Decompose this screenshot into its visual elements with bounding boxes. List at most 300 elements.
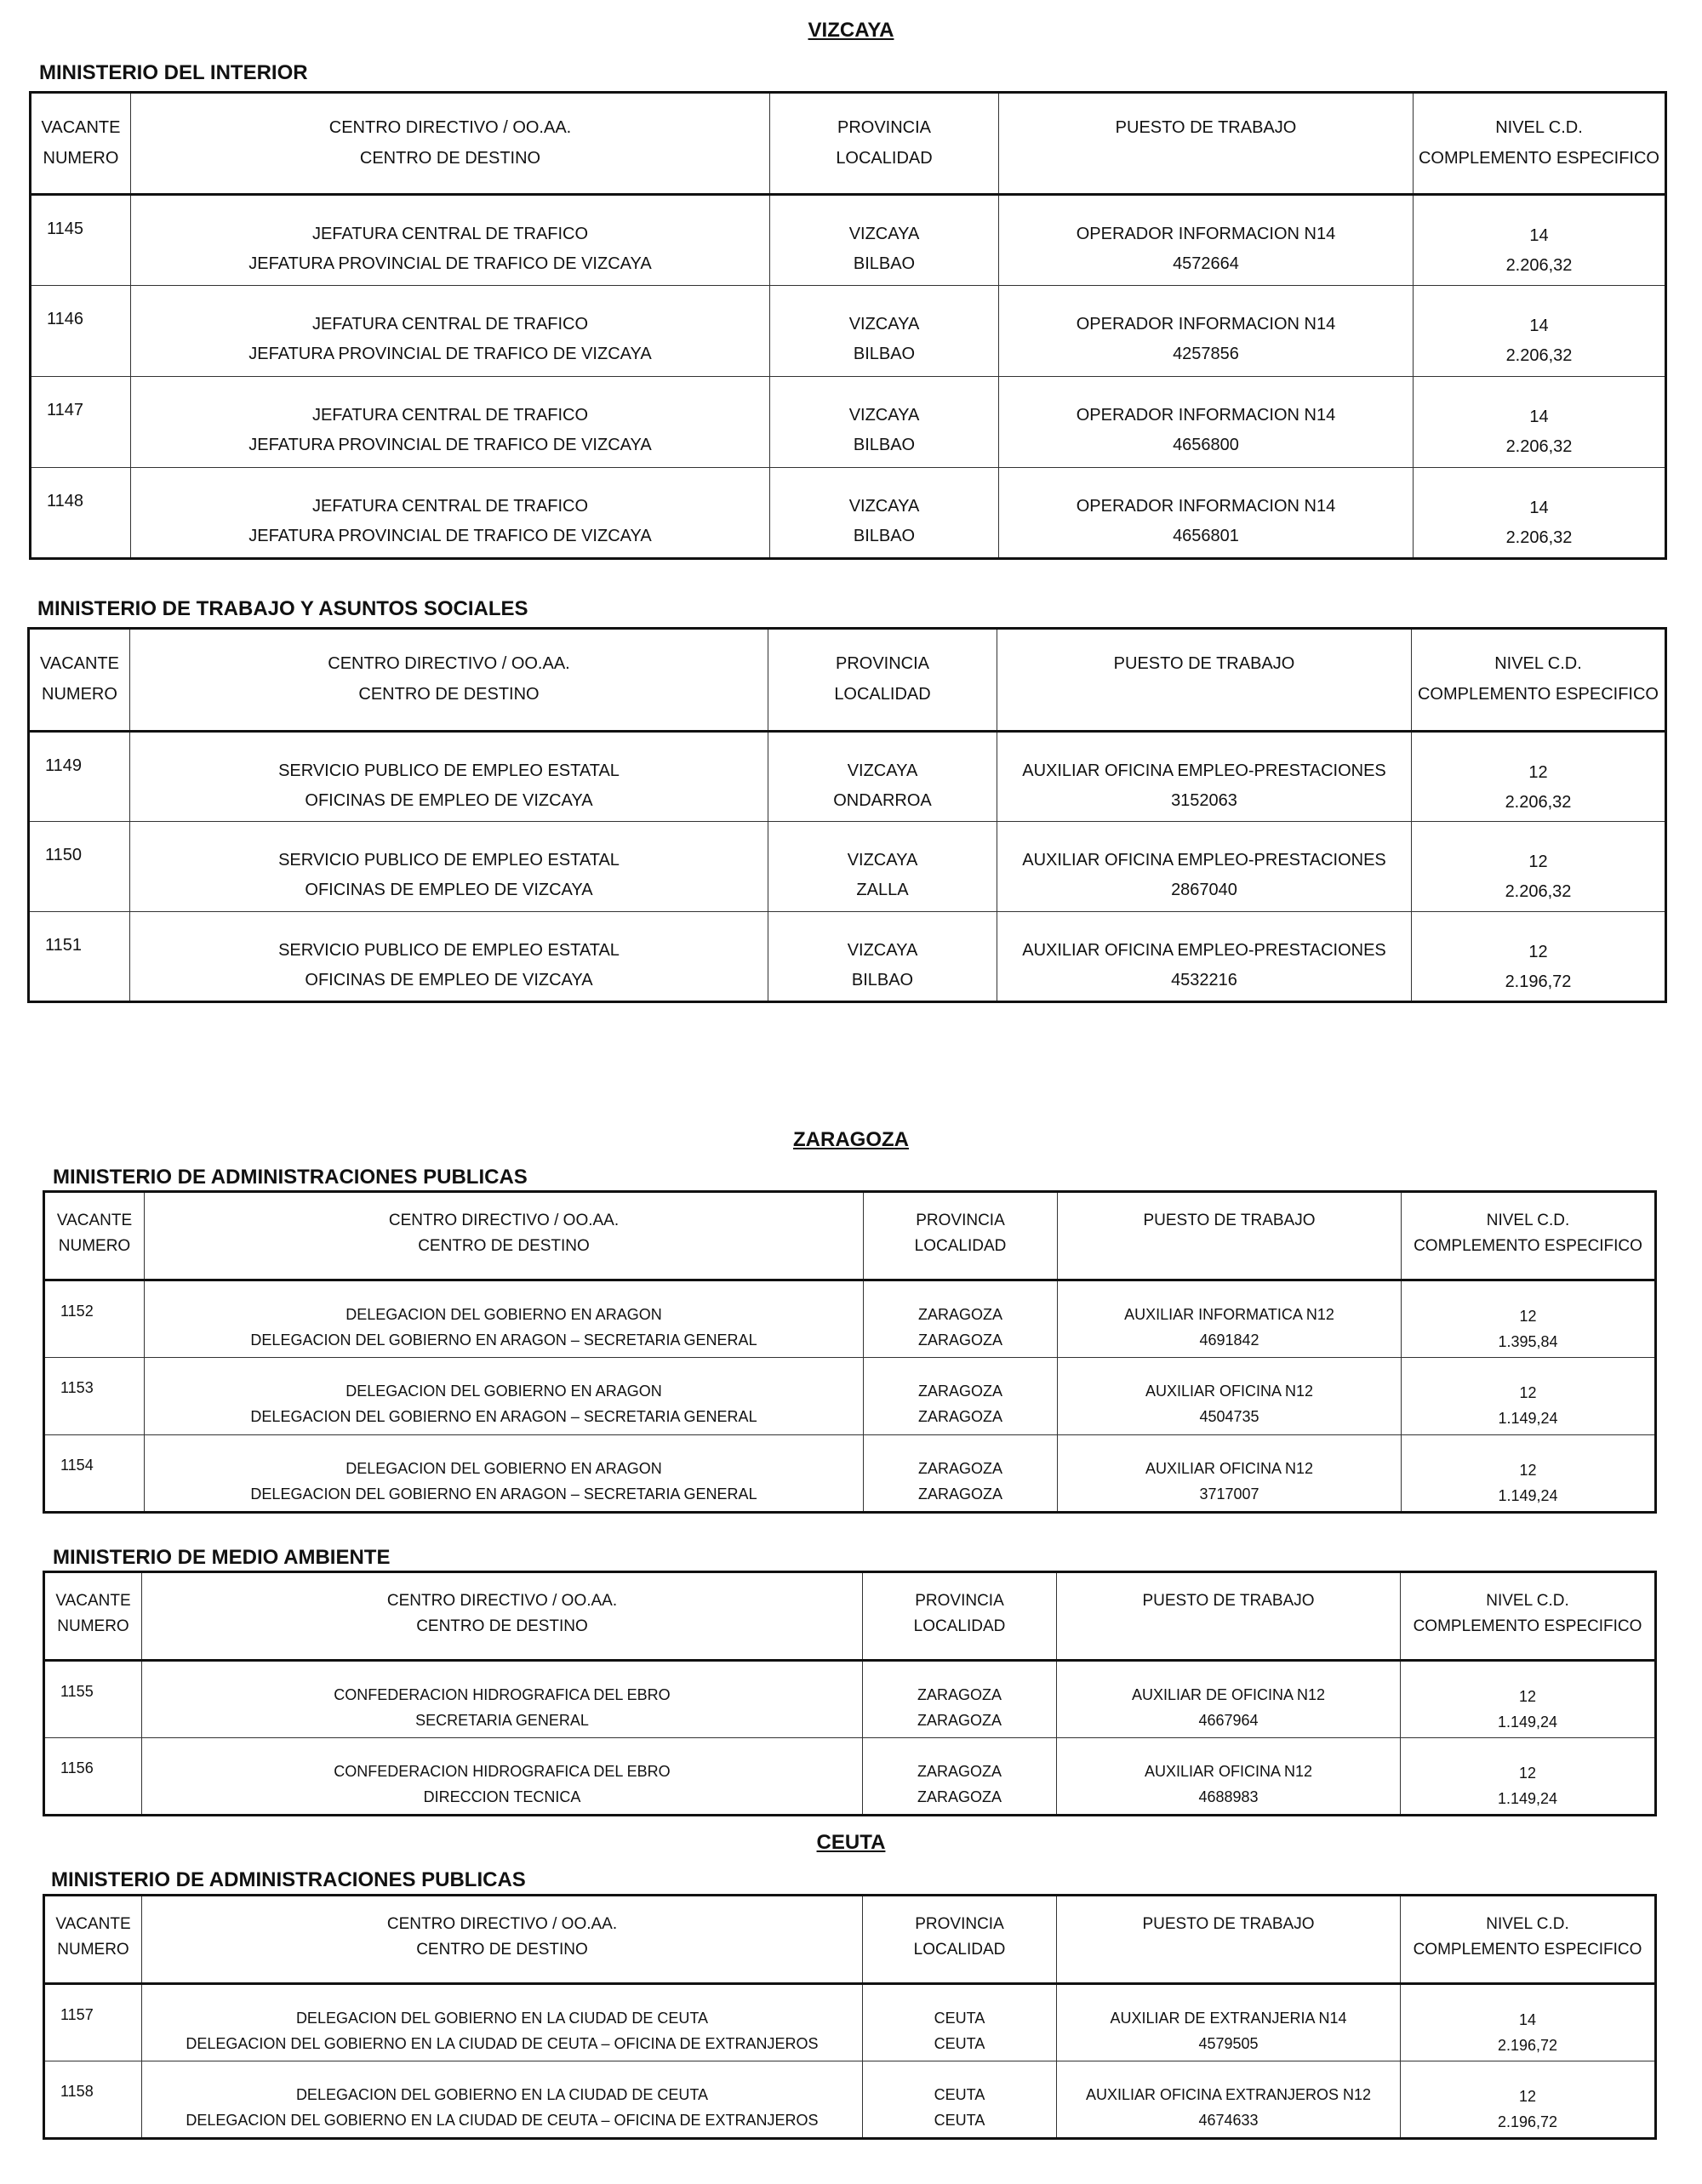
provincia-localidad-line: CEUTA [934,2010,985,2027]
puesto-trabajo-line: 3152063 [1171,791,1237,810]
ministry-heading: MINISTERIO DE ADMINISTRACIONES PUBLICAS [51,1868,526,1891]
header-provincia-line: PROVINCIA [916,1212,1005,1229]
nivel-complemento-line: 2.196,72 [1497,2037,1558,2054]
centro-directivo-line: JEFATURA CENTRAL DE TRAFICO [311,406,589,425]
puesto-trabajo-line: 4656800 [1173,436,1239,454]
table-row [29,732,1666,822]
puesto-trabajo [999,377,1414,468]
provincia-localidad-line: ZARAGOZA [917,1485,1002,1503]
puesto-trabajo-line: OPERADOR INFORMACION N14 [1076,497,1336,516]
puesto-trabajo [1057,1984,1401,2061]
vacancy-number [44,1358,145,1435]
header-provincia [863,1572,1057,1661]
nivel-complemento-line: 12 [1528,763,1548,782]
centro-directivo [131,286,770,377]
puesto-trabajo [999,286,1414,377]
puesto-trabajo-line: AUXILIAR OFICINA N12 [1144,1763,1313,1780]
nivel-complemento-line: 1.149,24 [1497,1790,1558,1807]
puesto-trabajo-line: AUXILIAR DE EXTRANJERIA N14 [1110,2010,1347,2027]
header-puesto-line [1057,1614,1400,1639]
header-puesto [997,629,1412,732]
vacancy-number [29,822,130,912]
header-centro-line: CENTRO DE DESTINO [416,1617,588,1635]
provincia-localidad [863,1984,1057,2061]
nivel-complemento [1414,286,1666,377]
centro-directivo-line: OFICINAS DE EMPLEO DE VIZCAYA [305,971,593,989]
nivel-complemento-line: 14 [1529,408,1549,426]
puesto-trabajo [1057,1738,1401,1816]
header-vacante-line: VACANTE [40,654,119,673]
puesto-trabajo [997,732,1412,822]
header-centro-line: CENTRO DIRECTIVO / OO.AA. [386,1915,618,1933]
centro-directivo [131,195,770,286]
vacancy-number-line: 1153 [60,1379,94,1396]
puesto-trabajo-line: 4688983 [1198,1788,1259,1805]
vacancy-table [29,91,1667,560]
puesto-trabajo-line: 4579505 [1198,2035,1259,2052]
nivel-complemento [1412,822,1666,912]
provincia-localidad-line: ZARAGOZA [917,1763,1002,1780]
nivel-complemento-line: 12 [1519,1308,1537,1325]
header-centro-line: CENTRO DIRECTIVO / OO.AA. [328,118,572,137]
nivel-complemento [1402,1358,1656,1435]
provincia-localidad-line: VIZCAYA [848,225,920,243]
centro-directivo-line: JEFATURA CENTRAL DE TRAFICO [311,497,589,516]
header-nivel-line: NIVEL C.D. [1494,654,1582,673]
nivel-complemento-line: 2.206,32 [1505,528,1573,547]
header-puesto [1057,1572,1401,1661]
header-centro [145,1192,864,1280]
puesto-trabajo-line: 4504735 [1199,1408,1259,1425]
puesto-trabajo [997,822,1412,912]
header-nivel-line: NIVEL C.D. [1486,1592,1569,1610]
region-title-vizcaya: VIZCAYA [808,19,894,42]
vacancy-table [27,627,1667,1003]
header-vacante-line: VACANTE [55,1592,131,1610]
vacancy-table [43,1190,1657,1514]
vacancy-number [31,468,131,559]
ministry-heading: MINISTERIO DEL INTERIOR [39,61,308,84]
header-provincia [864,1192,1058,1280]
centro-directivo [130,732,768,822]
provincia-localidad-line: ZARAGOZA [917,1306,1002,1323]
table-row [44,1358,1656,1435]
provincia-localidad-line: ZARAGOZA [917,1331,1002,1349]
nivel-complemento-line: 1.149,24 [1497,1714,1558,1731]
centro-directivo [131,377,770,468]
header-centro [142,1572,863,1661]
provincia-localidad-line: ZARAGOZA [917,1383,1002,1400]
header-nivel [1401,1896,1656,1984]
provincia-localidad-line: BILBAO [851,971,914,989]
table-row [44,2061,1656,2139]
table-header-row [44,1572,1656,1661]
puesto-trabajo-line: 4656801 [1173,527,1239,545]
provincia-localidad-line: VIZCAYA [848,315,920,334]
table-row [44,1738,1656,1816]
header-provincia-line: LOCALIDAD [913,1617,1006,1635]
header-puesto [999,93,1414,195]
table-row [31,377,1666,468]
provincia-localidad [768,912,997,1002]
vacancy-number-line: 1155 [60,1683,94,1700]
table-row [31,468,1666,559]
centro-directivo-line: SERVICIO PUBLICO DE EMPLEO ESTATAL [278,941,620,960]
puesto-trabajo [997,912,1412,1002]
vacancy-number-line: 1148 [47,492,84,510]
header-vacante-line: NUMERO [58,1237,131,1255]
provincia-localidad [770,377,999,468]
vacancy-number-line: 1154 [60,1457,94,1474]
puesto-trabajo-line: OPERADOR INFORMACION N14 [1076,225,1336,243]
header-centro-line: CENTRO DE DESTINO [358,685,540,704]
centro-directivo-line: DELEGACION DEL GOBIERNO EN ARAGON – SECRETARIA GENERAL [250,1408,757,1425]
header-vacante [44,1192,145,1280]
nivel-complemento-line: 2.206,32 [1505,793,1572,812]
provincia-localidad-line: BILBAO [853,527,916,545]
header-nivel [1401,1572,1656,1661]
puesto-trabajo [1057,1661,1401,1738]
centro-directivo-line: JEFATURA PROVINCIAL DE TRAFICO DE VIZCAYA [248,254,652,273]
provincia-localidad [770,468,999,559]
puesto-trabajo-line: 3717007 [1199,1485,1259,1503]
nivel-complemento-line: 14 [1529,226,1549,245]
provincia-localidad-line: ZARAGOZA [917,1712,1002,1729]
header-nivel [1414,93,1666,195]
provincia-localidad-line: VIZCAYA [847,761,918,780]
table-header-row [44,1192,1656,1280]
provincia-localidad [864,1280,1058,1358]
header-nivel-line: COMPLEMENTO ESPECIFICO [1417,685,1659,704]
header-puesto-line: PUESTO DE TRABAJO [1143,1212,1316,1229]
header-provincia-line: LOCALIDAD [836,149,933,168]
header-centro-line: CENTRO DIRECTIVO / OO.AA. [386,1592,618,1610]
vacancy-number-line: 1156 [60,1759,94,1776]
provincia-localidad-line: BILBAO [853,254,916,273]
vacancy-number-line: 1152 [60,1303,94,1320]
centro-directivo [145,1358,864,1435]
provincia-localidad-line: ZARAGOZA [917,1788,1002,1805]
nivel-complemento-line: 14 [1529,316,1549,335]
centro-directivo-line: DELEGACION DEL GOBIERNO EN LA CIUDAD DE CEUTA [295,2010,709,2027]
vacancy-number [31,195,131,286]
header-centro-line: CENTRO DE DESTINO [418,1237,590,1255]
header-puesto-line [997,679,1411,710]
nivel-complemento-line: 14 [1518,2011,1537,2028]
puesto-trabajo-line: AUXILIAR OFICINA EMPLEO-PRESTACIONES [1022,851,1386,870]
vacancy-number [31,377,131,468]
table-row [44,1280,1656,1358]
header-nivel-line: COMPLEMENTO ESPECIFICO [1413,1617,1642,1635]
header-provincia-line: LOCALIDAD [834,685,931,704]
header-centro-line: CENTRO DE DESTINO [359,149,541,168]
header-centro-line: CENTRO DIRECTIVO / OO.AA. [328,654,570,673]
header-centro [130,629,768,732]
nivel-complemento [1414,468,1666,559]
header-provincia-line: LOCALIDAD [914,1237,1007,1255]
centro-directivo-line: OFICINAS DE EMPLEO DE VIZCAYA [305,881,593,899]
header-puesto [1057,1896,1401,1984]
puesto-trabajo-line: AUXILIAR OFICINA EMPLEO-PRESTACIONES [1022,941,1386,960]
centro-directivo-line: SECRETARIA GENERAL [415,1712,589,1729]
puesto-trabajo [1058,1280,1402,1358]
header-provincia-line: PROVINCIA [915,1592,1004,1610]
nivel-complemento [1401,1738,1656,1816]
table-header-row [31,93,1666,195]
puesto-trabajo-line: AUXILIAR OFICINA N12 [1145,1383,1314,1400]
puesto-trabajo-line: 2867040 [1171,881,1237,899]
header-vacante [44,1572,142,1661]
puesto-trabajo-line: AUXILIAR OFICINA EXTRANJEROS N12 [1085,2086,1372,2103]
nivel-complemento-line: 2.196,72 [1497,2113,1558,2130]
header-centro [131,93,770,195]
puesto-trabajo-line: AUXILIAR OFICINA EMPLEO-PRESTACIONES [1022,761,1386,780]
vacancy-table [43,1894,1657,2140]
puesto-trabajo-line: 4257856 [1173,345,1239,363]
nivel-complemento-line: 1.395,84 [1498,1333,1558,1350]
header-puesto-line: PUESTO DE TRABAJO [1115,118,1297,137]
nivel-complemento [1414,377,1666,468]
centro-directivo [130,912,768,1002]
provincia-localidad-line: ONDARROA [833,791,932,810]
puesto-trabajo [1058,1358,1402,1435]
vacancy-number [44,2061,142,2139]
centro-directivo-line: DELEGACION DEL GOBIERNO EN ARAGON [346,1306,662,1323]
region-title-zaragoza: ZARAGOZA [793,1128,909,1151]
puesto-trabajo [1057,2061,1401,2139]
provincia-localidad-line: ZARAGOZA [917,1408,1002,1425]
vacancy-number-line: 1146 [47,310,84,328]
provincia-localidad-line: CEUTA [934,2086,985,2103]
table-row [44,1435,1656,1513]
vacancy-number [44,1984,142,2061]
vacancy-number-line: 1157 [60,2006,94,2023]
nivel-complemento-line: 12 [1518,1688,1537,1705]
vacancy-number [44,1661,142,1738]
header-centro-line: CENTRO DIRECTIVO / OO.AA. [388,1212,620,1229]
centro-directivo-line: DIRECCION TECNICA [423,1788,581,1805]
nivel-complemento [1401,1661,1656,1738]
centro-directivo-line: DELEGACION DEL GOBIERNO EN ARAGON – SECRETARIA GENERAL [250,1485,757,1503]
header-vacante-line: VACANTE [56,1212,133,1229]
centro-directivo [142,1984,863,2061]
centro-directivo-line: JEFATURA PROVINCIAL DE TRAFICO DE VIZCAYA [248,527,652,545]
vacancy-number-line: 1149 [45,756,83,775]
nivel-complemento-line: 2.196,72 [1505,972,1572,991]
vacancy-table [43,1571,1657,1816]
header-centro-line: CENTRO DE DESTINO [416,1941,588,1959]
centro-directivo-line: OFICINAS DE EMPLEO DE VIZCAYA [305,791,593,810]
table-row [29,822,1666,912]
centro-directivo [145,1435,864,1513]
puesto-trabajo-line: 4674633 [1198,2112,1259,2129]
header-vacante-line: NUMERO [42,685,117,704]
nivel-complemento-line: 12 [1519,1384,1537,1401]
header-provincia [863,1896,1057,1984]
provincia-localidad [768,822,997,912]
nivel-complemento-line: 2.206,32 [1505,256,1573,275]
header-nivel-line: COMPLEMENTO ESPECIFICO [1413,1941,1642,1959]
header-vacante-line: VACANTE [55,1915,131,1933]
table-header-row [29,629,1666,732]
vacancy-number-line: 1147 [47,401,84,419]
provincia-localidad-line: ZALLA [856,881,909,899]
centro-directivo-line: JEFATURA CENTRAL DE TRAFICO [311,225,589,243]
provincia-localidad-line: VIZCAYA [847,851,918,870]
vacancy-number-line: 1158 [60,2083,94,2100]
centro-directivo-line: DELEGACION DEL GOBIERNO EN ARAGON [346,1383,662,1400]
header-nivel-line: NIVEL C.D. [1486,1915,1569,1933]
centro-directivo [142,2061,863,2139]
provincia-localidad-line: BILBAO [853,436,916,454]
nivel-complemento [1402,1435,1656,1513]
nivel-complemento-line: 12 [1528,853,1548,871]
header-vacante-line: VACANTE [41,118,121,137]
header-vacante [31,93,131,195]
provincia-localidad-line: VIZCAYA [848,406,920,425]
provincia-localidad-line: VIZCAYA [847,941,918,960]
provincia-localidad-line: VIZCAYA [848,497,920,516]
header-vacante [29,629,130,732]
nivel-complemento [1401,1984,1656,2061]
header-nivel-line: NIVEL C.D. [1486,1212,1570,1229]
puesto-trabajo [999,468,1414,559]
table-row [31,286,1666,377]
centro-directivo [130,822,768,912]
centro-directivo-line: SERVICIO PUBLICO DE EMPLEO ESTATAL [278,851,620,870]
header-nivel-line: NIVEL C.D. [1495,118,1583,137]
centro-directivo-line: DELEGACION DEL GOBIERNO EN ARAGON – SECRETARIA GENERAL [250,1331,757,1349]
puesto-trabajo-line: AUXILIAR INFORMATICA N12 [1124,1306,1334,1323]
puesto-trabajo-line: 4572664 [1173,254,1239,273]
ministry-heading: MINISTERIO DE TRABAJO Y ASUNTOS SOCIALES [37,597,528,620]
vacancy-number [44,1738,142,1816]
table-row [44,1984,1656,2061]
vacancy-number [29,912,130,1002]
header-puesto [1058,1192,1402,1280]
provincia-localidad [863,1661,1057,1738]
puesto-trabajo [999,195,1414,286]
table-row [29,912,1666,1002]
nivel-complemento [1401,2061,1656,2139]
centro-directivo-line: DELEGACION DEL GOBIERNO EN ARAGON [346,1460,662,1477]
provincia-localidad [770,195,999,286]
centro-directivo-line: CONFEDERACION HIDROGRAFICA DEL EBRO [334,1686,671,1703]
header-provincia-line: PROVINCIA [837,118,932,137]
provincia-localidad [768,732,997,822]
header-puesto-line: PUESTO DE TRABAJO [1142,1592,1315,1610]
provincia-localidad-line: ZARAGOZA [917,1686,1002,1703]
header-vacante-line: NUMERO [57,1617,129,1635]
provincia-localidad-line: BILBAO [853,345,916,363]
nivel-complemento-line: 2.206,32 [1505,437,1573,456]
centro-directivo-line: JEFATURA PROVINCIAL DE TRAFICO DE VIZCAYA [248,345,652,363]
nivel-complemento-line: 12 [1519,1462,1537,1479]
header-nivel [1412,629,1666,732]
nivel-complemento [1414,195,1666,286]
centro-directivo [142,1738,863,1816]
nivel-complemento-line: 1.149,24 [1498,1487,1558,1504]
ministry-heading: MINISTERIO DE MEDIO AMBIENTE [53,1546,391,1569]
provincia-localidad-line: CEUTA [934,2035,985,2052]
nivel-complemento-line: 12 [1528,943,1548,961]
puesto-trabajo [1058,1435,1402,1513]
nivel-complemento-line: 1.149,24 [1498,1410,1558,1427]
header-puesto-line [1057,1937,1400,1963]
provincia-localidad [864,1435,1058,1513]
header-provincia-line: PROVINCIA [915,1915,1004,1933]
puesto-trabajo-line: 4691842 [1199,1331,1259,1349]
region-title-ceuta: CEUTA [816,1831,886,1854]
centro-directivo-line: JEFATURA CENTRAL DE TRAFICO [311,315,589,334]
provincia-localidad [863,2061,1057,2139]
centro-directivo-line: CONFEDERACION HIDROGRAFICA DEL EBRO [334,1763,671,1780]
centro-directivo [131,468,770,559]
header-nivel [1402,1192,1656,1280]
vacancy-number [31,286,131,377]
vacancy-number-line: 1151 [45,936,83,955]
puesto-trabajo-line: OPERADOR INFORMACION N14 [1076,406,1336,425]
header-provincia-line: PROVINCIA [835,654,930,673]
table-row [31,195,1666,286]
header-puesto-line: PUESTO DE TRABAJO [1113,654,1295,673]
provincia-localidad [770,286,999,377]
header-provincia [770,93,999,195]
nivel-complemento-line: 14 [1529,499,1549,517]
nivel-complemento-line: 12 [1518,1765,1537,1782]
puesto-trabajo-line: AUXILIAR DE OFICINA N12 [1131,1686,1326,1703]
vacancy-number-line: 1145 [47,220,84,238]
provincia-localidad-line: CEUTA [934,2112,985,2129]
vacancy-number [44,1435,145,1513]
header-nivel-line: COMPLEMENTO ESPECIFICO [1414,1237,1642,1255]
header-vacante-line: NUMERO [57,1941,129,1959]
header-puesto-line: PUESTO DE TRABAJO [1142,1915,1315,1933]
table-header-row [44,1896,1656,1984]
vacancy-number [29,732,130,822]
table-row [44,1661,1656,1738]
header-puesto-line [1058,1234,1401,1259]
centro-directivo-line: DELEGACION DEL GOBIERNO EN LA CIUDAD DE CEUTA [295,2086,709,2103]
vacancy-number-line: 1150 [45,846,83,864]
centro-directivo [142,1661,863,1738]
header-provincia [768,629,997,732]
nivel-complemento-line: 2.206,32 [1505,882,1572,901]
centro-directivo-line: JEFATURA PROVINCIAL DE TRAFICO DE VIZCAYA [248,436,652,454]
centro-directivo-line: SERVICIO PUBLICO DE EMPLEO ESTATAL [278,761,620,780]
ministry-heading: MINISTERIO DE ADMINISTRACIONES PUBLICAS [53,1166,528,1189]
puesto-trabajo-line: AUXILIAR OFICINA N12 [1145,1460,1314,1477]
nivel-complemento-line: 2.206,32 [1505,346,1573,365]
header-puesto-line [999,143,1413,174]
nivel-complemento [1412,912,1666,1002]
provincia-localidad [863,1738,1057,1816]
vacancy-number [44,1280,145,1358]
header-vacante [44,1896,142,1984]
header-vacante-line: NUMERO [43,149,119,168]
nivel-complemento [1402,1280,1656,1358]
nivel-complemento-line: 12 [1518,2088,1537,2105]
puesto-trabajo-line: 4532216 [1171,971,1237,989]
puesto-trabajo-line: OPERADOR INFORMACION N14 [1076,315,1336,334]
centro-directivo [145,1280,864,1358]
header-provincia-line: LOCALIDAD [913,1941,1006,1959]
provincia-localidad [864,1358,1058,1435]
centro-directivo-line: DELEGACION DEL GOBIERNO EN LA CIUDAD DE CEUTA – OFICINA DE EXTRANJEROS [186,2112,819,2129]
header-nivel-line: COMPLEMENTO ESPECIFICO [1418,149,1659,168]
centro-directivo-line: DELEGACION DEL GOBIERNO EN LA CIUDAD DE CEUTA – OFICINA DE EXTRANJEROS [186,2035,819,2052]
puesto-trabajo-line: 4667964 [1198,1712,1259,1729]
